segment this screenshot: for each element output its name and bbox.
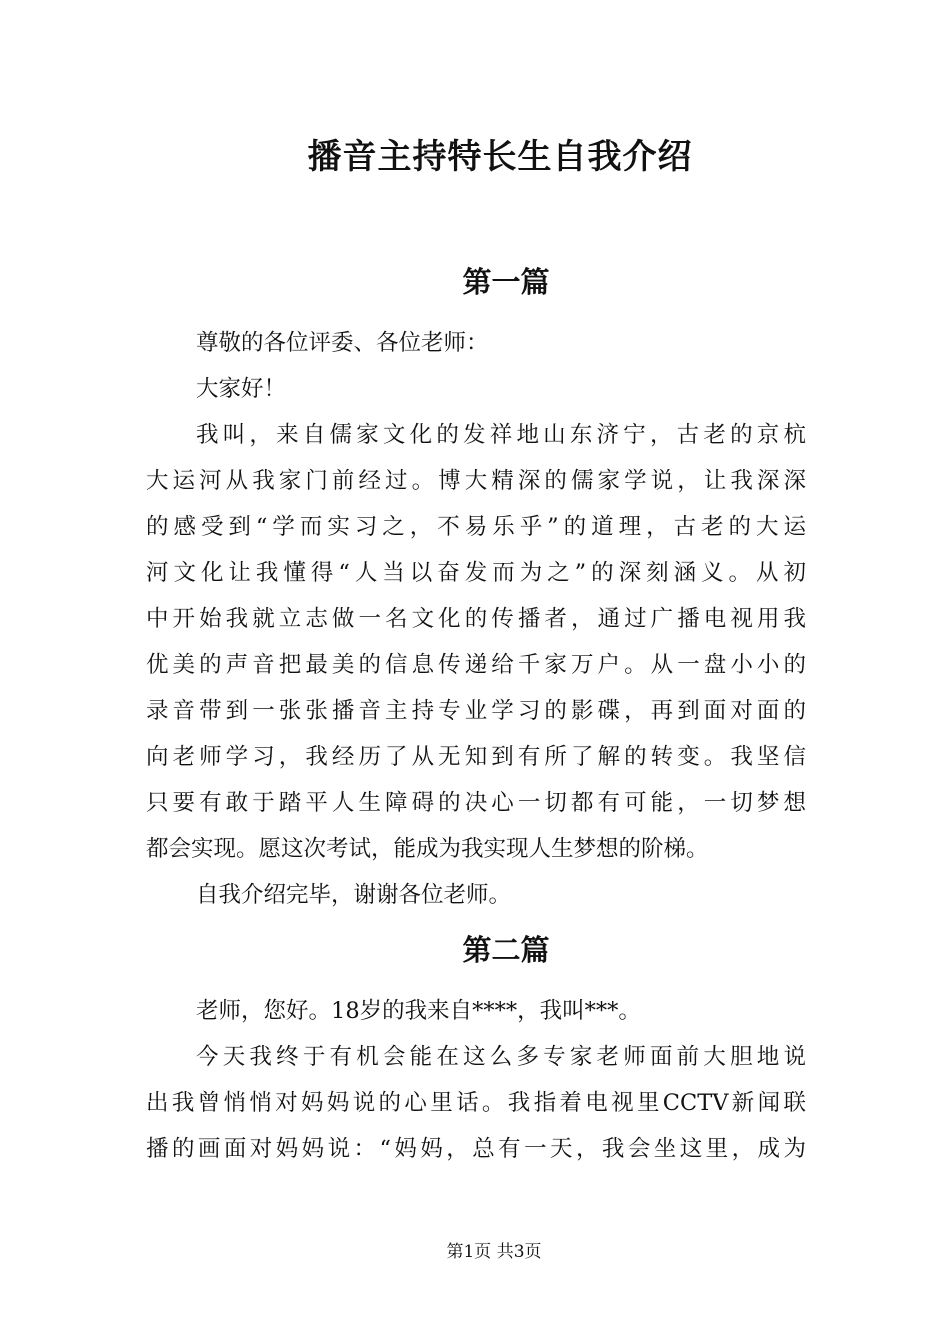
- page-footer: 第1页 共3页: [446, 1242, 542, 1262]
- paragraph-line: 优美的声音把最美的信息传递给千家万户。从一盘小小的: [146, 652, 806, 678]
- paragraph-line: 老师，您好。18岁的我来自****，我叫***。: [196, 998, 641, 1024]
- section-heading-2: 第二篇: [462, 933, 550, 967]
- paragraph-line: 的感受到“学而实习之，不易乐乎”的道理，古老的大运: [146, 514, 806, 540]
- paragraph-line: 自我介绍完毕，谢谢各位老师。: [196, 882, 512, 908]
- section-2-body: [146, 988, 806, 1172]
- paragraph-line: 播的画面对妈妈说：“妈妈，总有一天，我会坐这里，成为: [146, 1136, 806, 1162]
- paragraph-line: 大家好！: [196, 376, 287, 402]
- paragraph-line: 我叫，来自儒家文化的发祥地山东济宁，古老的京杭: [196, 422, 806, 448]
- section-1-body: [146, 320, 806, 918]
- paragraph-line: 录音带到一张张播音主持专业学习的影碟，再到面对面的: [146, 698, 806, 724]
- paragraph-line: 今天我终于有机会能在这么多专家老师面前大胆地说: [196, 1044, 806, 1070]
- paragraph-line: 河文化让我懂得“人当以奋发而为之”的深刻涵义。从初: [146, 560, 806, 586]
- paragraph-line: 向老师学习，我经历了从无知到有所了解的转变。我坚信: [146, 744, 806, 770]
- paragraph-line: 只要有敢于踏平人生障碍的决心一切都有可能，一切梦想: [146, 790, 806, 816]
- paragraph-line: 出我曾悄悄对妈妈说的心里话。我指着电视里CCTV新闻联: [146, 1090, 806, 1116]
- paragraph-line: 大运河从我家门前经过。博大精深的儒家学说，让我深深: [146, 468, 806, 494]
- paragraph-line: 都会实现。愿这次考试，能成为我实现人生梦想的阶梯。: [146, 836, 709, 862]
- paragraph-line: 尊敬的各位评委、各位老师：: [196, 330, 489, 356]
- section-heading-1: 第一篇: [462, 265, 550, 299]
- paragraph-line: 中开始我就立志做一名文化的传播者，通过广播电视用我: [146, 606, 806, 632]
- document-title: 播音主持特长生自我介绍: [307, 137, 693, 177]
